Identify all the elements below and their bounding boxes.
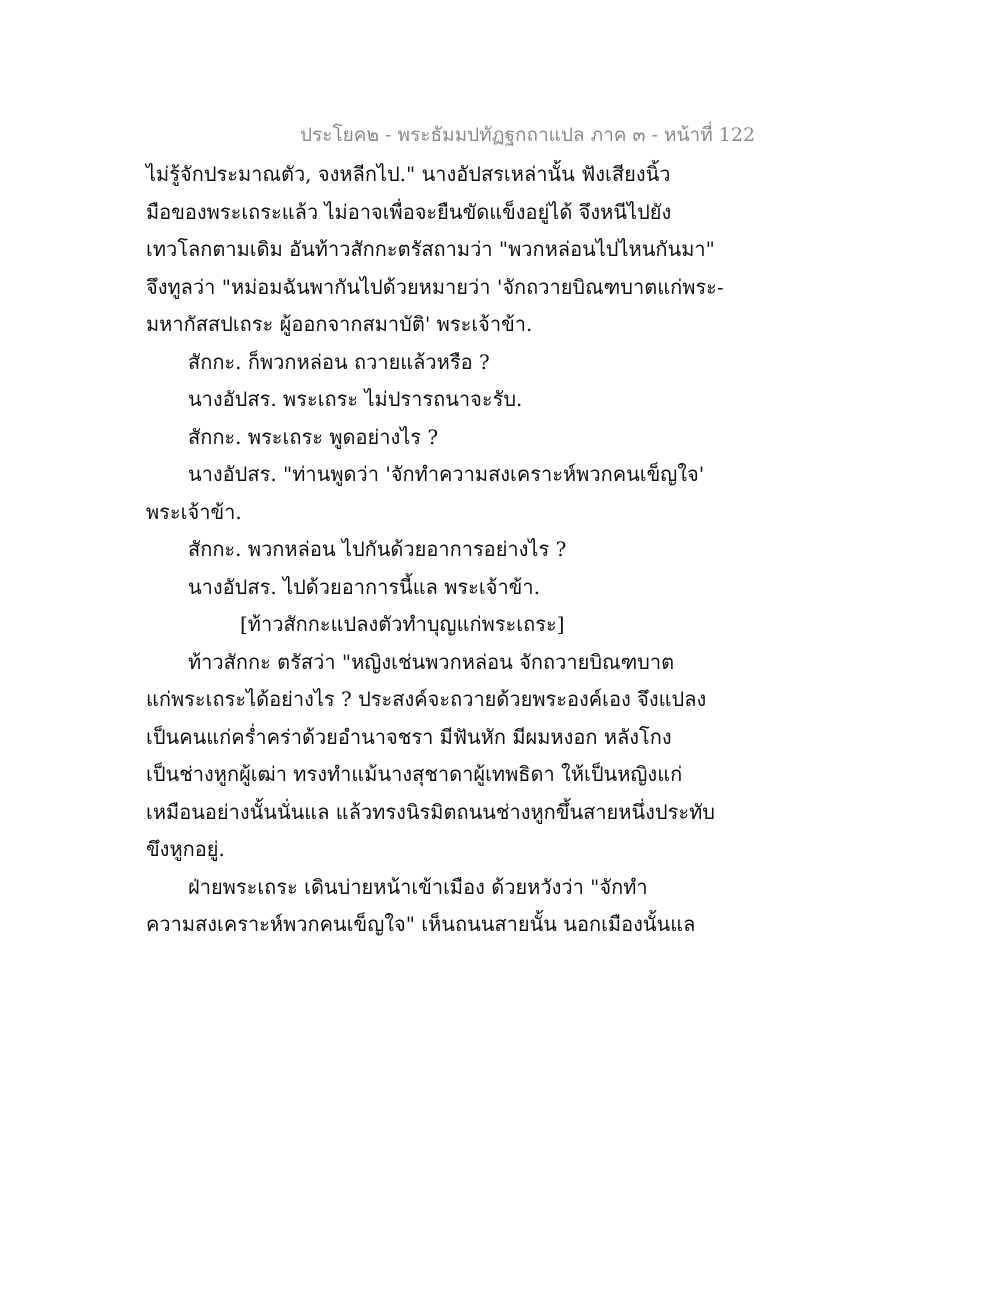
text-line: ไม่รู้จักประมาณตัว, จงหลีกไป." นางอัปสรเหล่านั้น ฟังเสียงนิ้ว	[146, 162, 671, 186]
dialogue-line: นางอัปสร. ไปด้วยอาการนี้แล พระเจ้าข้า.	[188, 574, 540, 599]
running-header: ประโยค๒ - พระธัมมปทัฏฐกถาแปล ภาค ๓ - หน้าที่ 122	[300, 124, 756, 146]
section-heading: [ท้าวสักกะแปลงตัวทำบุญแก่พระเถระ]	[240, 612, 565, 636]
text-line: มหากัสสปเถระ ผู้ออกจากสมาบัติ' พระเจ้าข้า.	[146, 312, 533, 336]
text-line: เป็นช่างหูกผู้เฒ่า ทรงทำแม้นางสุชาดาผู้เทพธิดา ให้เป็นหญิงแก่	[146, 762, 683, 786]
body-text	[146, 156, 724, 944]
dialogue-line: สักกะ. พระเถระ พูดอย่างไร ?	[188, 424, 439, 449]
dialogue-line: นางอัปสร. พระเถระ ไม่ปรารถนาจะรับ.	[188, 387, 523, 411]
text-line: มือของพระเถระแล้ว ไม่อาจเพื่อจะยืนขัดแข็งอยู่ได้ จึงหนีไปยัง	[146, 199, 672, 224]
text-line: พระเจ้าข้า.	[146, 499, 242, 524]
text-line: ขึงหูกอยู่.	[146, 837, 225, 861]
text-line: เป็นคนแก่คร่ำคร่าด้วยอำนาจชรา มีฟันหัก มีผมหงอก หลังโกง	[146, 724, 672, 749]
text-line: เทวโลกตามเดิม อันท้าวสักกะตรัสถามว่า "พวกหล่อนไปไหนกันมา"	[146, 237, 715, 261]
dialogue-line: สักกะ. ก็พวกหล่อน ถวายแล้วหรือ ?	[188, 349, 490, 374]
text-line: แก่พระเถระได้อย่างไร ? ประสงค์จะถวายด้วยพระองค์เอง จึงแปลง	[146, 687, 707, 711]
text-line: จึงทูลว่า "หม่อมฉันพากันไปด้วยหมายว่า 'จักถวายบิณฑบาตแก่พระ-	[146, 274, 724, 299]
dialogue-line: สักกะ. พวกหล่อน ไปกันด้วยอาการอย่างไร ?	[188, 537, 567, 561]
text-line: เหมือนอย่างนั้นนั่นแล แล้วทรงนิรมิตถนนช่างหูกขึ้นสายหนึ่งประทับ	[146, 799, 715, 824]
paragraph-start: ฝ่ายพระเถระ เดินบ่ายหน้าเข้าเมือง ด้วยหวังว่า "จักทำ	[188, 874, 648, 899]
dialogue-line: นางอัปสร. "ท่านพูดว่า 'จักทำความสงเคราะห์พวกคนเข็ญใจ'	[188, 462, 705, 486]
text-line: ความสงเคราะห์พวกคนเข็ญใจ" เห็นถนนสายนั้น นอกเมืองนั้นแล	[146, 912, 696, 936]
paragraph-start: ท้าวสักกะ ตรัสว่า "หญิงเช่นพวกหล่อน จักถวายบิณฑบาต	[188, 649, 675, 674]
